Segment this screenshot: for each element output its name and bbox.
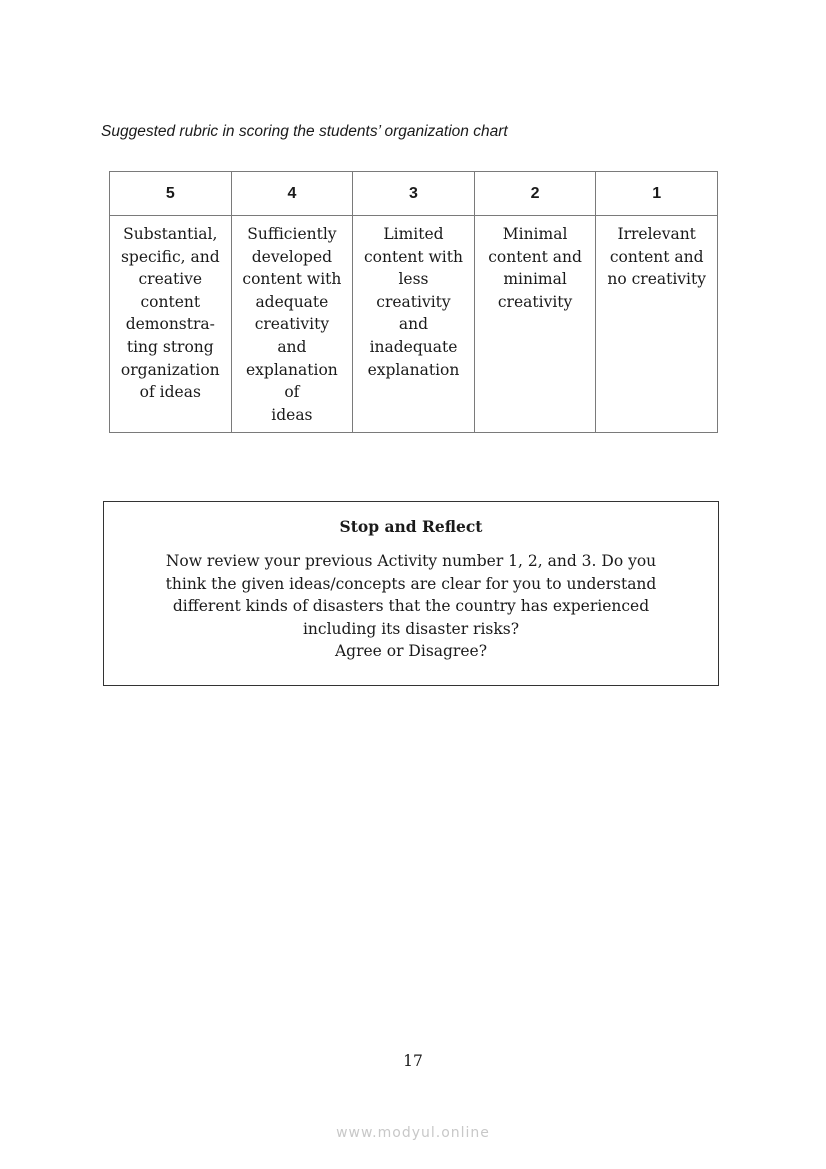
reflect-line: different kinds of disasters that the country has experienced xyxy=(172,597,650,616)
description-line: Substantial, xyxy=(123,225,218,243)
reflect-line: Agree or Disagree? xyxy=(334,642,488,661)
description-line: content with xyxy=(363,247,463,266)
description-line: Minimal xyxy=(502,225,568,243)
rubric-header-row xyxy=(110,172,718,216)
description-line: Limited xyxy=(383,225,444,243)
description-line: specific, and xyxy=(120,247,220,266)
description-line: content xyxy=(140,292,201,311)
score-header-2: 2 xyxy=(474,172,596,216)
score-header-3: 3 xyxy=(353,172,475,216)
description-line: and xyxy=(277,337,307,356)
description-line: demonstra- xyxy=(125,315,215,334)
description-line: ideas xyxy=(271,405,313,424)
description-line: and xyxy=(398,315,429,334)
description-line: creative xyxy=(138,270,203,289)
description-line: less xyxy=(398,270,429,289)
description-line: of xyxy=(284,383,300,402)
score-3-description xyxy=(353,216,475,433)
score-1-description xyxy=(596,216,718,433)
description-line: Sufficiently xyxy=(247,225,337,243)
description-line: explanation xyxy=(246,360,338,379)
score-header-4: 4 xyxy=(231,172,353,216)
score-5-description xyxy=(110,216,232,433)
stop-and-reflect-box xyxy=(103,501,719,686)
reflect-line: think the given ideas/concepts are clear for you to understand xyxy=(165,574,657,593)
reflect-line: including its disaster risks? xyxy=(302,619,520,638)
rubric-caption: Suggested rubric in scoring the students’ organization chart xyxy=(101,123,508,140)
description-line: explanation xyxy=(367,360,460,379)
score-header-5: 5 xyxy=(110,172,232,216)
description-line: content and xyxy=(609,247,704,266)
description-line: organization xyxy=(120,360,220,379)
watermark: www.modyul.online xyxy=(336,1125,490,1141)
description-line: content with xyxy=(242,270,342,289)
score-4-description xyxy=(231,216,353,433)
description-line: creativity xyxy=(497,292,573,311)
description-line: no creativity xyxy=(607,270,706,289)
description-line: creativity xyxy=(254,315,330,334)
score-2-description xyxy=(474,216,596,433)
description-line: creativity xyxy=(376,292,451,311)
description-line: inadequate xyxy=(369,337,458,356)
reflect-line: Now review your previous Activity number 1, 2, and 3. Do you xyxy=(165,552,657,570)
reflect-title: Stop and Reflect xyxy=(339,517,483,536)
page-number: 17 xyxy=(403,1052,423,1070)
score-header-1: 1 xyxy=(596,172,718,216)
description-line: developed xyxy=(251,247,333,266)
description-line: ting strong xyxy=(126,337,214,356)
description-line: Irrelevant xyxy=(617,225,696,243)
description-line: content and xyxy=(488,247,582,266)
description-line: of ideas xyxy=(139,383,201,402)
description-line: adequate xyxy=(255,292,329,311)
description-line: minimal xyxy=(503,270,567,289)
reflect-body xyxy=(104,550,718,663)
rubric-table xyxy=(109,171,718,433)
rubric-description-row xyxy=(110,216,718,433)
